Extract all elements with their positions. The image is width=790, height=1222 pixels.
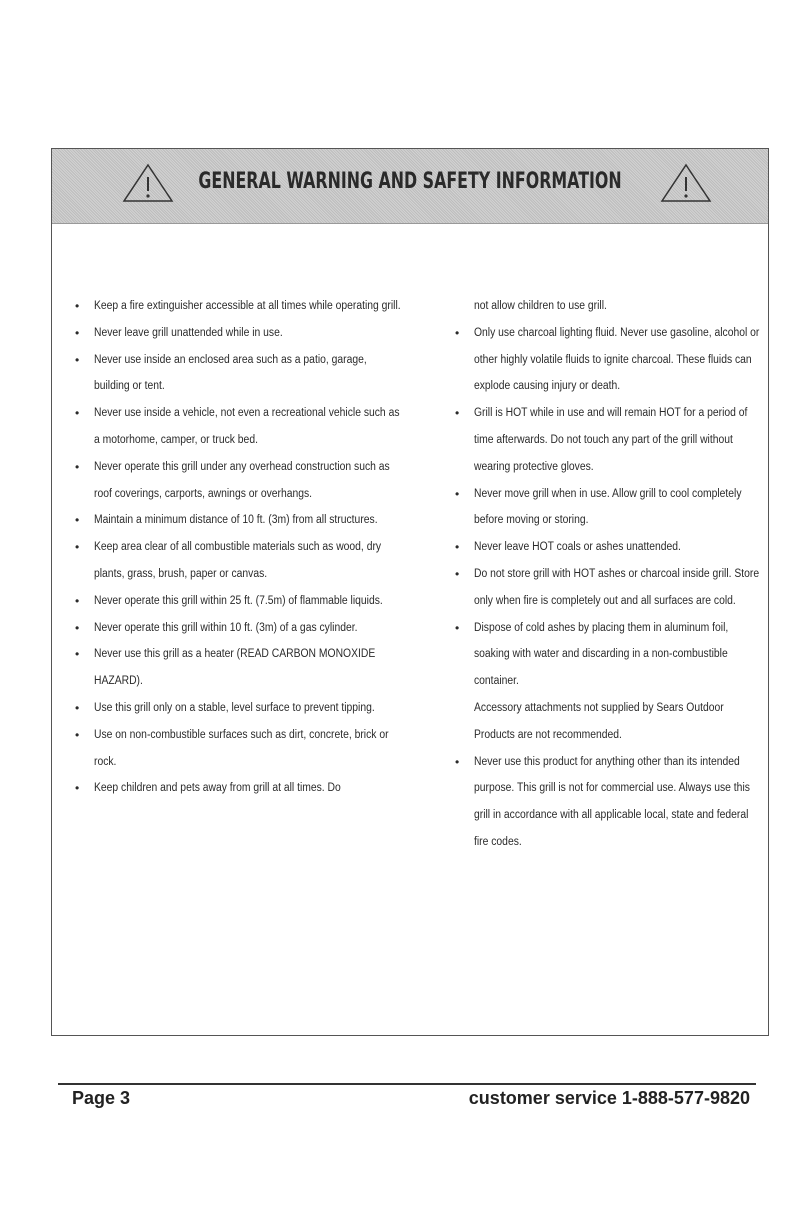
bullet-marker: • (455, 620, 460, 635)
safety-item-text: Only use charcoal lighting fluid. Never use gasoline, alcohol or other highly volatile fluids to ignite charcoal. These fluids can explode causing injury or death. (474, 326, 760, 393)
safety-item-text: Never use this product for anything other than its intended purpose. This grill is not for commercial use. Always use this grill in accordance with all applicable local, state and federal fire codes. (474, 755, 750, 848)
safety-item-text: Dispose of cold ashes by placing them in aluminum foil, soaking with water and discarding in a non-combustible container. (474, 621, 729, 688)
bullet-marker: • (455, 486, 460, 501)
safety-item (72, 400, 402, 454)
safety-item-text: Do not store grill with HOT ashes or charcoal inside grill. Store only when fire is completely out and all surfaces are cold. (474, 567, 760, 607)
safety-item-text: Never leave HOT coals or ashes unattended. (474, 541, 681, 554)
safety-item-text: Keep area clear of all combustible materials such as wood, dry plants, grass, brush, paper or canvas. (94, 541, 382, 580)
safety-item (72, 641, 402, 695)
safety-item (72, 534, 402, 588)
safety-item-text: Never operate this grill within 25 ft. (7.5m) of flammable liquids. (94, 594, 383, 607)
safety-item-text: Never leave grill unattended while in use. (94, 326, 283, 339)
safety-item-text: Never operate this grill under any overhead construction such as roof coverings, carports, awnings or overhangs. (94, 460, 390, 500)
footer-divider (58, 1083, 756, 1085)
bullet-marker: • (455, 754, 460, 769)
bullet-marker: • (75, 593, 80, 608)
safety-item (452, 695, 762, 749)
right-column (452, 293, 762, 856)
safety-item-text: Accessory attachments not supplied by Sears Outdoor Products are not recommended. (474, 701, 724, 741)
safety-item-text: Never use this grill as a heater (READ CARBON MONOXIDE HAZARD). (94, 648, 376, 688)
safety-item-text: Never use inside an enclosed area such as a patio, garage, building or tent. (94, 353, 367, 393)
safety-item-text: Keep a fire extinguisher accessible at all times while operating grill. (94, 300, 401, 312)
banner-title: GENERAL WARNING AND SAFETY INFORMATION (198, 169, 622, 194)
safety-item (72, 722, 402, 776)
safety-item (452, 320, 762, 400)
safety-item-text: Keep children and pets away from grill at all times. Do (94, 782, 341, 795)
bullet-marker: • (455, 406, 460, 421)
safety-item-text: Never operate this grill within 10 ft. (3m) of a gas cylinder. (94, 621, 358, 634)
safety-item-text: Use on non-combustible surfaces such as dirt, concrete, brick or rock. (94, 728, 389, 768)
safety-item (72, 347, 402, 401)
warning-triangle-icon (660, 163, 712, 203)
safety-item (452, 293, 762, 320)
left-column (72, 293, 402, 802)
safety-item (72, 507, 402, 534)
bullet-marker: • (75, 540, 80, 555)
safety-item-text: Use this grill only on a stable, level surface to prevent tipping. (94, 701, 375, 714)
safety-item-text: Maintain a minimum distance of 10 ft. (3m) from all structures. (94, 514, 378, 527)
safety-item-text: not allow children to use grill. (474, 300, 607, 312)
bullet-marker: • (75, 727, 80, 742)
bullet-marker: • (455, 540, 460, 555)
safety-item (72, 320, 402, 347)
bullet-marker: • (75, 325, 80, 340)
safety-item (72, 775, 402, 802)
safety-item (452, 481, 762, 535)
bullet-marker: • (455, 325, 460, 340)
bullet-marker: • (75, 406, 80, 421)
safety-item (452, 400, 762, 480)
bullet-marker: • (75, 299, 80, 313)
bullet-marker: • (75, 781, 80, 796)
safety-item (72, 588, 402, 615)
safety-item (72, 695, 402, 722)
bullet-marker: • (75, 647, 80, 662)
safety-item-text: Never move grill when in use. Allow grill to cool completely before moving or storing. (474, 487, 742, 527)
bullet-marker: • (455, 566, 460, 581)
safety-item (452, 615, 762, 695)
warning-banner (52, 149, 768, 224)
bullet-marker: • (75, 620, 80, 635)
safety-item (72, 454, 402, 508)
page-number: Page 3 (72, 1088, 131, 1108)
safety-item-text: Never use inside a vehicle, not even a recreational vehicle such as a motorhome, camper, or truck bed. (94, 407, 400, 446)
safety-item (452, 534, 762, 561)
bullet-marker: • (75, 352, 80, 367)
bullet-marker: • (75, 459, 80, 474)
bullet-marker: • (75, 700, 80, 715)
safety-item (452, 749, 762, 856)
safety-item-text: Grill is HOT while in use and will remain HOT for a period of time afterwards. Do not touch any part of the grill without wearing protective gloves. (474, 407, 748, 473)
safety-item (72, 615, 402, 642)
safety-item (72, 293, 402, 320)
bullet-marker: • (75, 513, 80, 528)
customer-service-line: customer service 1-888-577-9820 (468, 1088, 750, 1108)
safety-item (452, 561, 762, 615)
